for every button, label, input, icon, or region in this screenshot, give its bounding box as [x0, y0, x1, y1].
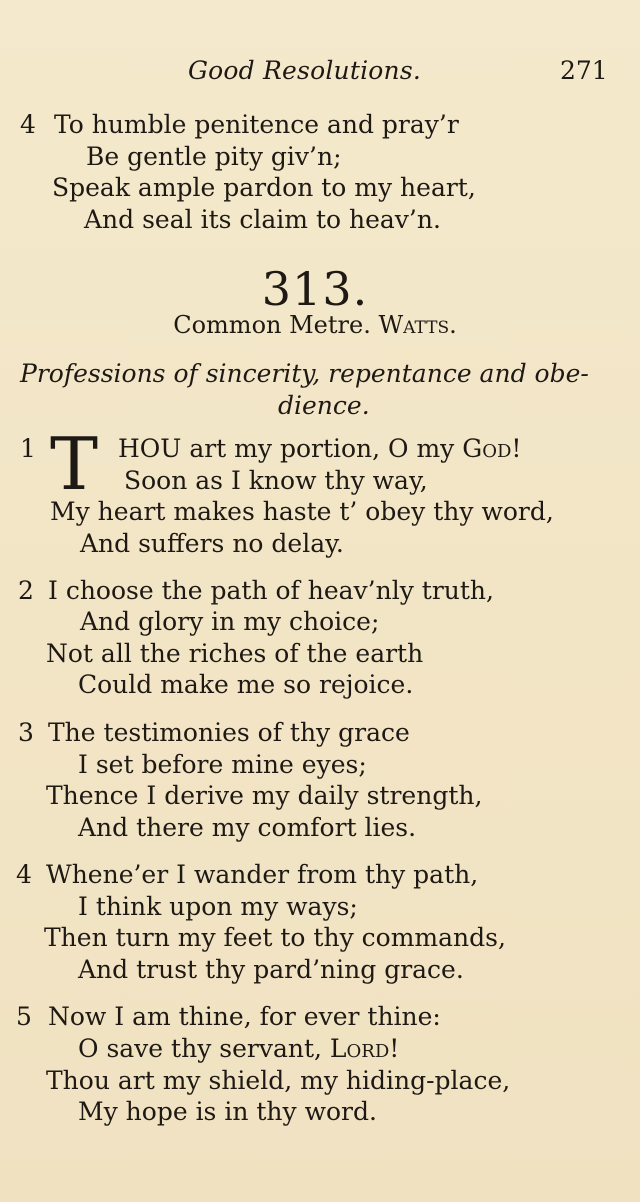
stanza-2-line-3: Not all the riches of the earth [46, 639, 424, 668]
prev-stanza-line-4: And seal its claim to heav’n. [84, 205, 441, 234]
stanza-5-line-1: Now I am thine, for ever thine: [48, 1002, 441, 1031]
stanza-5-line-4: My hope is in thy word. [78, 1097, 377, 1126]
prev-stanza-line-2: Be gentle pity giv’n; [86, 142, 342, 171]
stanza-2-line-2: And glory in my choice; [80, 607, 380, 636]
hymn-subject-line-2: dience. [278, 391, 370, 420]
stanza-1-line-2: Soon as I know thy way, [124, 466, 428, 495]
stanza-1-line-4: And suffers no delay. [80, 529, 344, 558]
stanza-1-number: 1 [20, 434, 36, 463]
hymn-number: 313. [261, 262, 369, 316]
stanza-3-line-4: And there my comfort lies. [78, 813, 417, 842]
stanza-2-line-1: I choose the path of heav’nly truth, [48, 576, 494, 605]
stanza-4-line-4: And trust thy pard’ning grace. [78, 955, 464, 984]
stanza-4-line-1: Whene’er I wander from thy path, [46, 860, 479, 889]
stanza-4-number: 4 [16, 860, 32, 889]
stanza-3-line-2: I set before mine eyes; [78, 750, 367, 779]
stanza-2-line-4: Could make me so rejoice. [78, 670, 414, 699]
stanza-5-line-3: Thou art my shield, my hiding-place, [46, 1066, 511, 1095]
god-word: God! [462, 434, 522, 463]
stanza-1-line-1 [118, 434, 521, 464]
stanza-5-number: 5 [16, 1002, 32, 1031]
prev-stanza-number: 4 [20, 110, 36, 139]
hymn-meter-line [0, 311, 630, 339]
prev-stanza-line-3: Speak ample pardon to my heart, [52, 173, 476, 202]
stanza-3-line-3: Thence I derive my daily strength, [46, 781, 483, 810]
stanza-3-number: 3 [18, 718, 34, 747]
prev-stanza-line-1: To humble penitence and pray’r [54, 110, 459, 139]
stanza-1-line-3: My heart makes haste t’ obey thy word, [50, 497, 554, 526]
stanza-4-line-3: Then turn my feet to thy commands, [44, 923, 506, 952]
lord-word: Lord! [329, 1034, 400, 1063]
page-number: 271 [560, 56, 608, 85]
running-head: Good Resolutions. [188, 56, 421, 85]
page-header [0, 52, 640, 92]
drop-cap: T [50, 422, 99, 506]
stanza-5-line-2-text: O save thy servant, [78, 1034, 322, 1063]
stanza-4-line-2: I think upon my ways; [78, 892, 358, 921]
stanza-2-number: 2 [18, 576, 34, 605]
hymn-subject-line-1: Professions of sincerity, repentance and obe- [20, 359, 589, 388]
hymn-author: Watts. [378, 311, 457, 339]
stanza-1-line-1-text: HOU art my portion, O my [118, 434, 455, 463]
stanza-5-line-2 [78, 1034, 399, 1064]
hymn-meter: Common Metre. [173, 311, 371, 339]
stanza-3-line-1: The testimonies of thy grace [48, 718, 410, 747]
